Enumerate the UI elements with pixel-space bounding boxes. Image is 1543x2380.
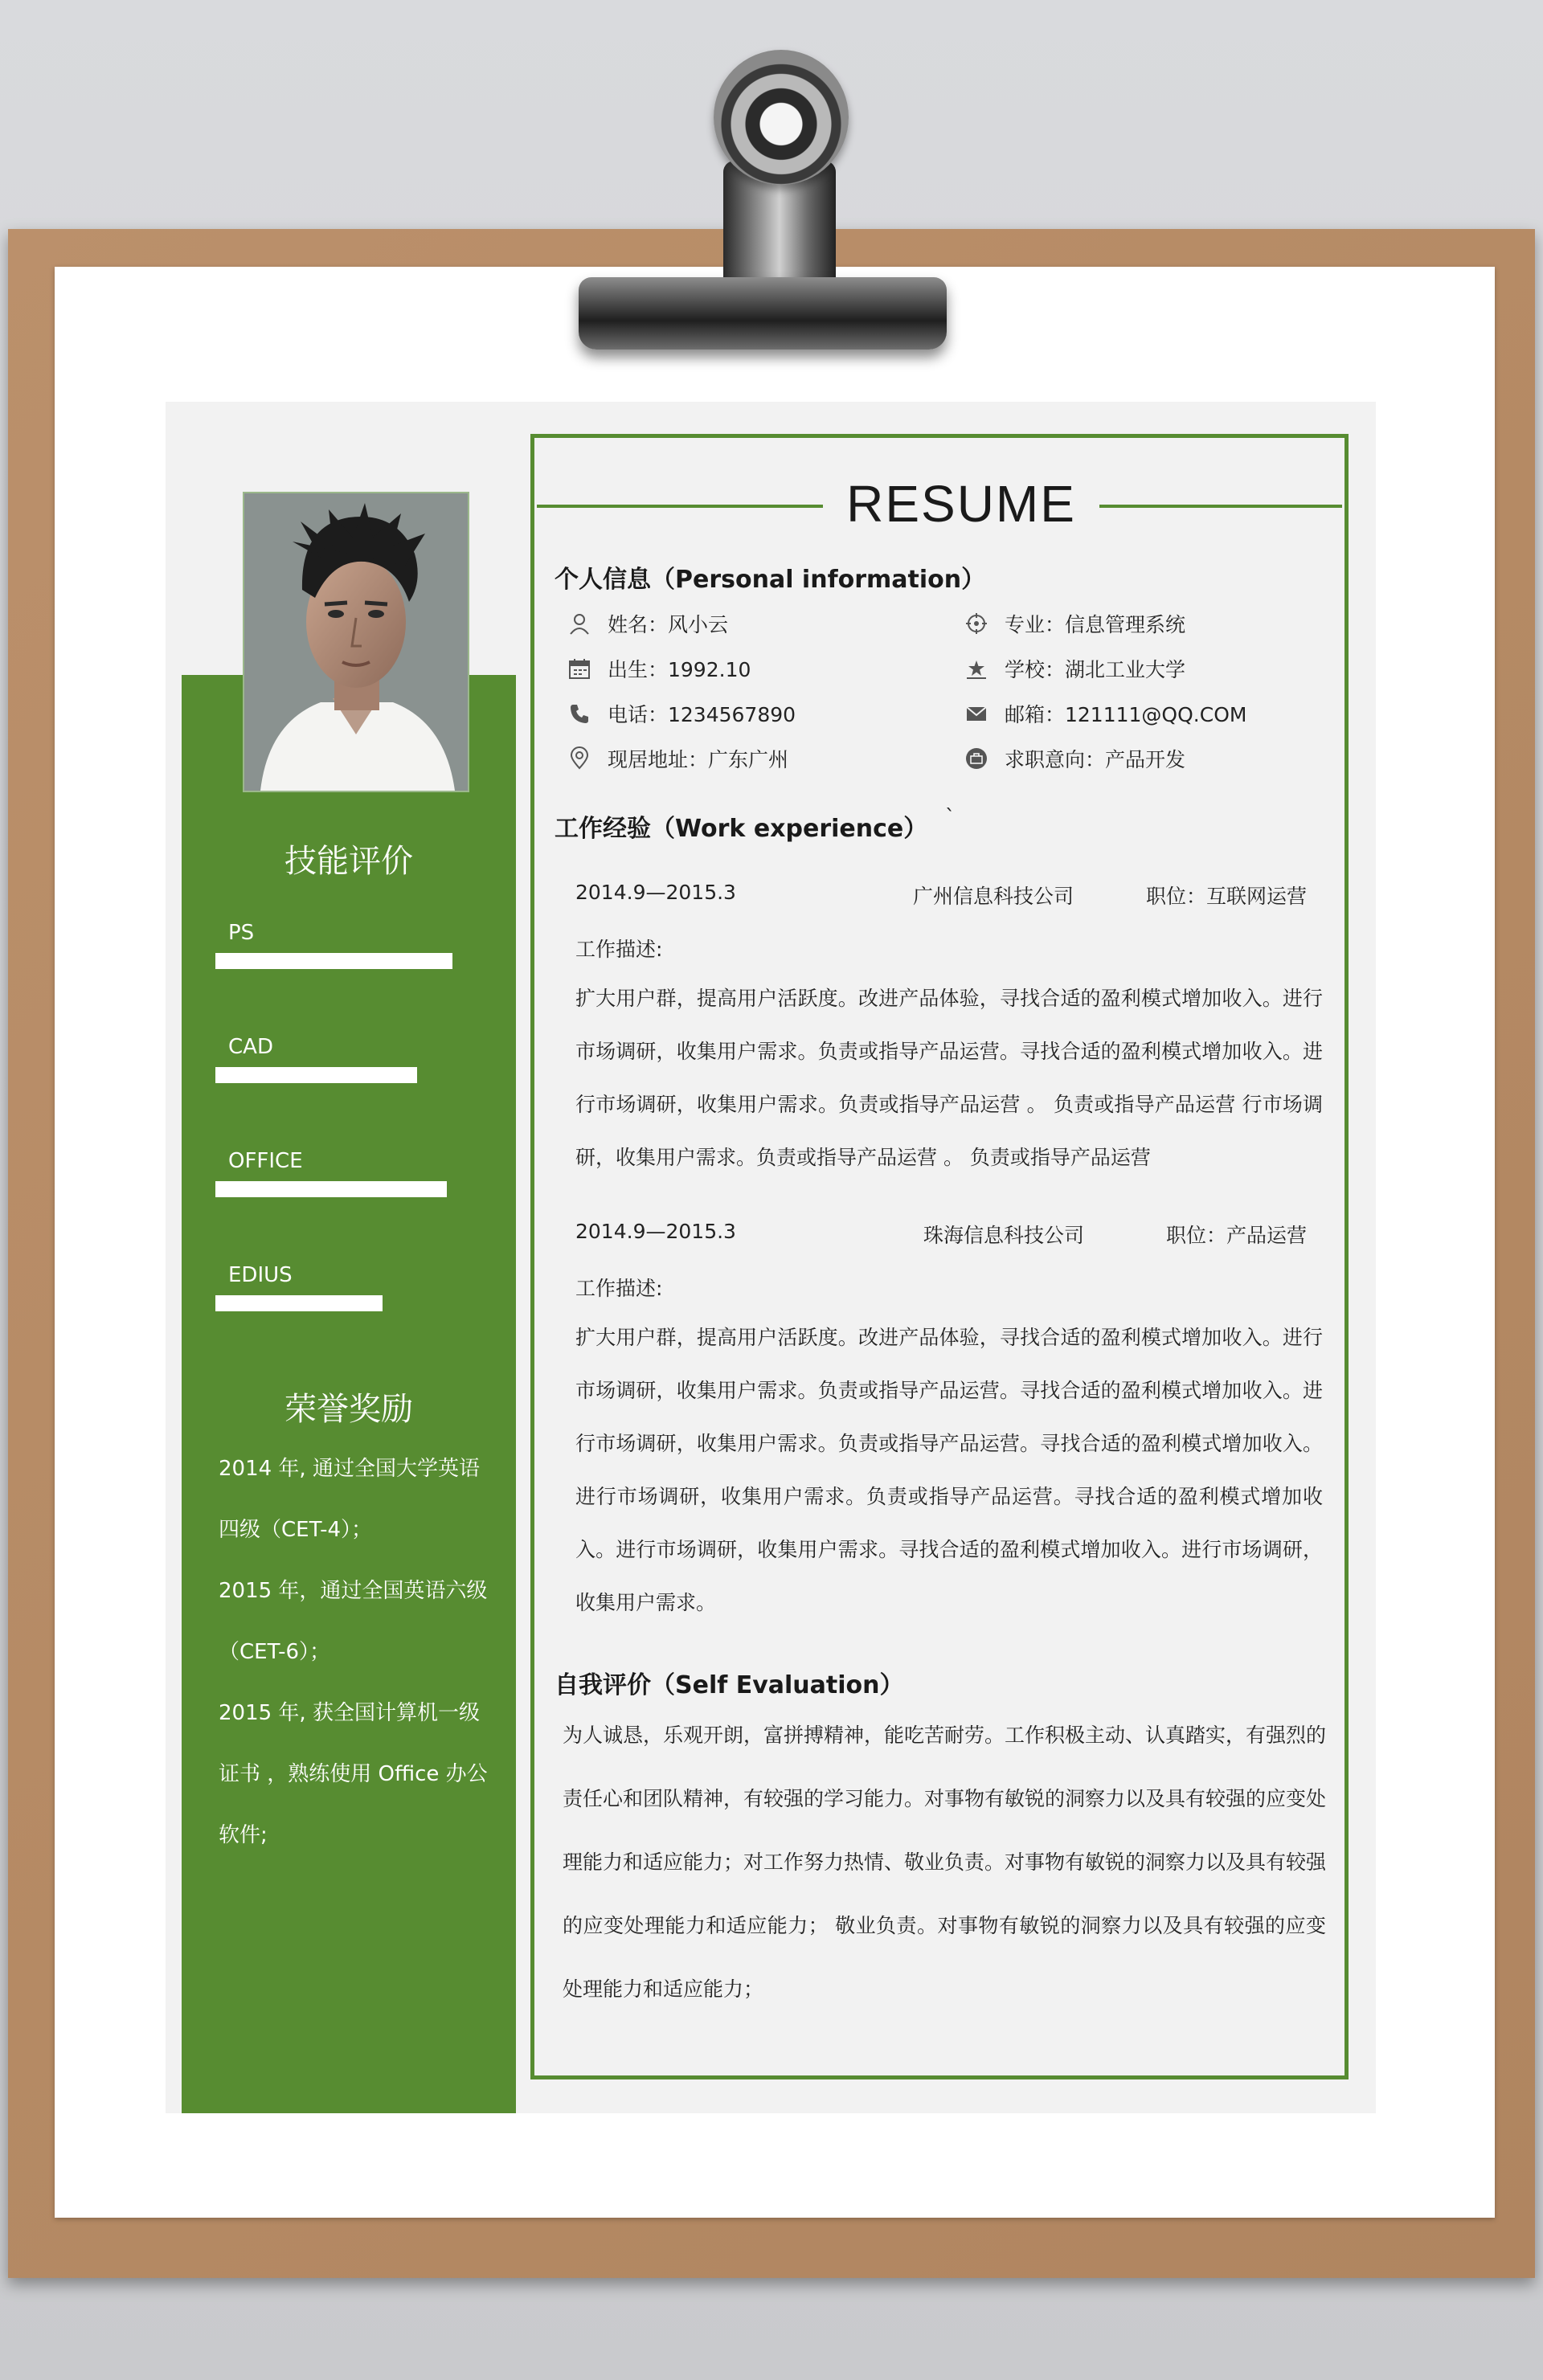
calendar-icon [567, 656, 591, 681]
award-item: 2014 年, 通过全国大学英语四级（CET-4）； [219, 1457, 480, 1542]
job-badge-icon [964, 746, 988, 771]
phone-icon [567, 701, 591, 726]
info-major: 专业：信息管理系统 [964, 609, 1185, 638]
skill-label: CAD [228, 1035, 273, 1059]
job-desc-label: 工作描述: [575, 1277, 663, 1300]
graduation-cap-icon [964, 656, 988, 681]
info-school: 学校：湖北工业大学 [964, 654, 1185, 683]
target-icon [964, 611, 988, 636]
portrait-illustration [244, 493, 468, 791]
info-birth: 出生：1992.10 [567, 654, 751, 683]
skills-title: 技能评价 [284, 843, 413, 880]
info-name: 姓名：风小云 [567, 609, 728, 638]
info-email: 邮箱：121111@QQ.COM [964, 699, 1246, 728]
self-evaluation-heading: 自我评价（Self Evaluation） [555, 1671, 904, 1699]
self-evaluation-text: 为人诚恳，乐观开朗，富拼搏精神，能吃苦耐劳。工作积极主动、认真踏实，有强烈的责任心和团队精神，有较强的学习能力。对事物有敏锐的洞察力以及具有较强的应变处理能力和适应能力；对工作努力热情、敬业负责。对事物有敏锐的洞察力以及具有较强的应变处理能力和适应能力； 敬业负责。对事物有敏锐的洞察力以及具有较强的应变处理能力和适应能力； [563, 1724, 1327, 2001]
personal-info-heading: 个人信息（Personal information） [555, 566, 986, 594]
job-description: 扩大用户群，提高用户活跃度。改进产品体验，寻找合适的盈利模式增加收入。进行市场调研，收集用户需求。负责或指导产品运营。寻找合适的盈利模式增加收入。进行市场调研，收集用户需求。负责或指导产品运营 。 负责或指导产品运营 行市场调研，收集用户需求。负责或指导产品运营 。 负责或指导产品运营 [575, 987, 1323, 1169]
person-icon [567, 611, 591, 636]
info-objective: 求职意向：产品开发 [964, 744, 1185, 773]
mail-icon [964, 701, 988, 726]
job-desc-label: 工作描述: [575, 938, 663, 961]
skill-label: EDIUS [228, 1263, 293, 1287]
job-company: 珠海信息科技公司 [923, 1224, 1085, 1247]
skill-level-bar [215, 1295, 383, 1311]
job-period: 2014.9—2015.3 [575, 881, 736, 904]
award-item: 2015 年，通过全国英语六级（CET-6）； [219, 1579, 488, 1664]
location-pin-icon [567, 746, 591, 771]
skill-label: PS [228, 921, 255, 945]
info-phone: 电话：1234567890 [567, 699, 796, 728]
skill-level-bar [215, 953, 452, 969]
binder-clip-icon [579, 277, 947, 350]
job-position: 职位：产品运营 [1166, 1224, 1308, 1247]
awards-title: 荣誉奖励 [284, 1391, 413, 1428]
title-divider-right [1099, 505, 1342, 508]
resume-title: RESUME [846, 475, 1076, 533]
skill-label: OFFICE [228, 1149, 303, 1173]
title-divider-left [537, 505, 823, 508]
profile-photo [243, 492, 469, 792]
stray-mark: ` [945, 805, 956, 828]
skill-level-bar [215, 1181, 447, 1197]
work-heading: 工作经验（Work experience） [555, 815, 928, 843]
award-item: 2015 年, 获全国计算机一级证书 ，熟练使用 Office 办公软件; [219, 1701, 488, 1847]
job-position: 职位：互联网运营 [1146, 885, 1308, 908]
binder-clip-ring [714, 50, 849, 185]
info-address: 现居地址：广东广州 [567, 744, 788, 773]
job-company: 广州信息科技公司 [913, 885, 1074, 908]
resume-document [166, 402, 1376, 2113]
skill-level-bar [215, 1067, 417, 1083]
job-period: 2014.9—2015.3 [575, 1220, 736, 1243]
job-description: 扩大用户群，提高用户活跃度。改进产品体验，寻找合适的盈利模式增加收入。进行市场调研，收集用户需求。负责或指导产品运营。寻找合适的盈利模式增加收入。进行市场调研，收集用户需求。负责或指导产品运营。寻找合适的盈利模式增加收入。进行市场调研，收集用户需求。负责或指导产品运营。寻找合适的盈利模式增加收入。进行市场调研，收集用户需求。寻找合适的盈利模式增加收入。进行市场调研，收集用户需求。 [575, 1326, 1323, 1614]
